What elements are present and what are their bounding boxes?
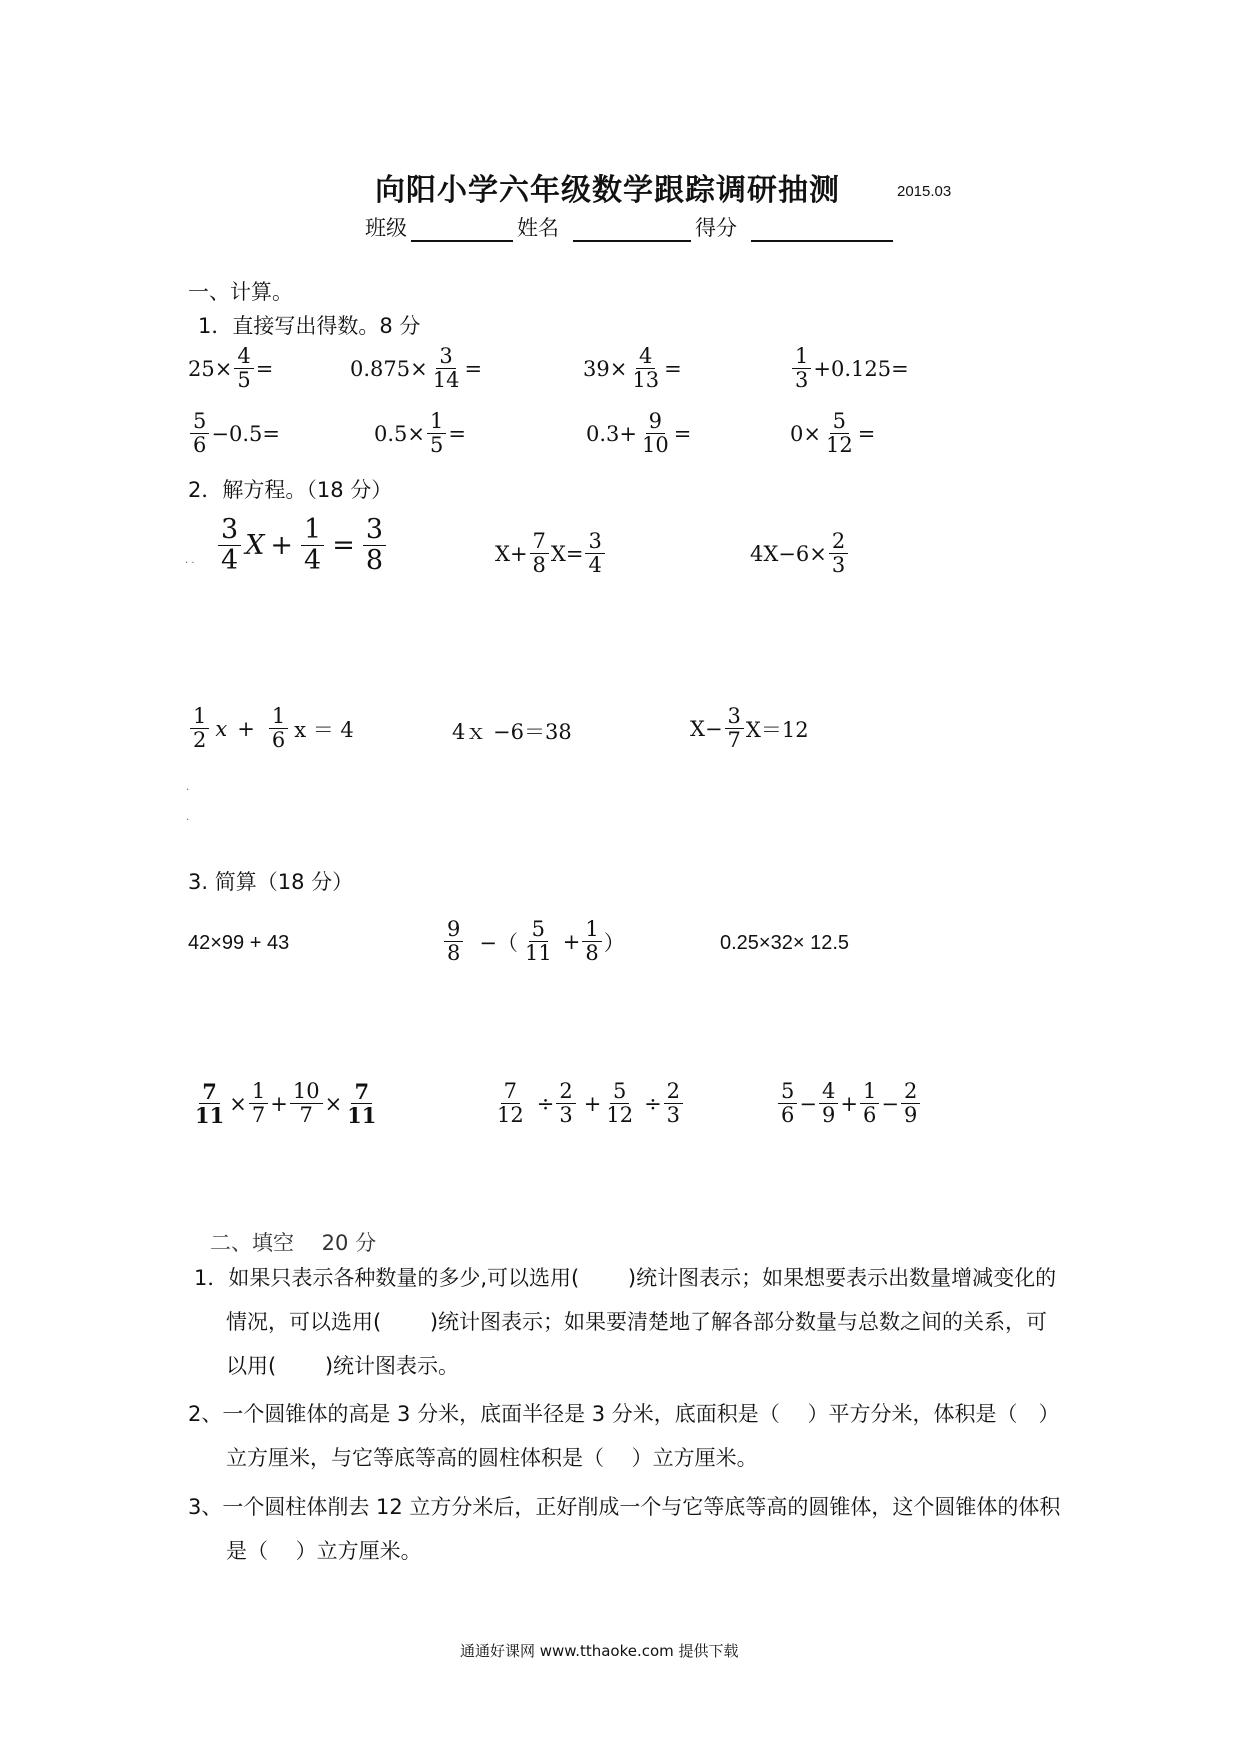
fraction	[290, 1080, 323, 1127]
denominator: 4	[304, 544, 322, 576]
expression-text: +	[237, 716, 255, 741]
denominator: 14	[432, 368, 460, 393]
score-label: 得分	[695, 216, 737, 240]
expression-text: x ＝ 4	[294, 717, 354, 742]
name-blank[interactable]	[573, 218, 691, 242]
expression-text: −	[799, 1091, 817, 1116]
fraction	[363, 515, 386, 575]
fraction	[664, 1080, 683, 1127]
denominator: 8	[585, 941, 599, 966]
expression-text: −0.5=	[211, 421, 280, 446]
fill-question-2: 2、一个圆锥体的高是 3 分米，底面半径是 3 分米，底面积是（ ）平方分米，体积是（ ）立方厘米，与它等底等高的圆柱体积是（ ）立方厘米。	[188, 1402, 1060, 1470]
denominator: 12	[497, 1103, 524, 1128]
q2-equation-3	[750, 530, 850, 577]
numerator: 1	[269, 705, 288, 729]
fraction	[603, 1080, 636, 1127]
expression-text: 39×	[583, 356, 628, 381]
page-title: 向阳小学六年级数学跟踪调研抽测	[375, 173, 840, 208]
numerator: 5	[830, 410, 849, 434]
denominator: 4	[588, 553, 602, 578]
fraction	[430, 345, 463, 392]
numerator: 2	[829, 530, 848, 554]
fraction	[860, 1080, 879, 1127]
numerator: 3	[363, 515, 386, 546]
expression-text: 4ｘ −6＝38	[452, 720, 572, 744]
numerator: 5	[529, 918, 548, 942]
fraction	[530, 530, 549, 577]
numerator: 5	[610, 1080, 629, 1104]
expression-text: 0×	[790, 421, 821, 446]
q2-equation-1	[216, 515, 388, 575]
fraction	[344, 1080, 379, 1127]
denominator: 11	[195, 1103, 225, 1129]
numerator: 1	[860, 1080, 879, 1104]
expression-text: +	[562, 929, 581, 954]
denominator: 3	[559, 1103, 573, 1128]
score-blank[interactable]	[751, 218, 893, 242]
exam-date: 2015.03	[897, 183, 952, 200]
numerator: 3	[218, 515, 241, 546]
q1-row2-expr-b	[374, 410, 466, 457]
numerator: 3	[585, 530, 604, 554]
numerator: 7	[199, 1080, 220, 1104]
q1-row2-expr-a	[188, 410, 280, 457]
q1-row1-expr-a	[188, 345, 273, 392]
expression-text: X	[245, 529, 265, 561]
expression-text: 4X−6×	[750, 541, 827, 566]
numerator: 4	[636, 345, 655, 369]
numerator: 7	[501, 1080, 520, 1104]
numerator: 2	[556, 1080, 575, 1104]
expression-text: +	[840, 1091, 858, 1116]
denominator: 7	[299, 1103, 313, 1128]
denominator: 8	[447, 941, 461, 966]
fraction	[444, 918, 463, 965]
fraction	[494, 1080, 527, 1127]
q1-row2-expr-d	[790, 410, 875, 457]
expression-text: 0.3+	[586, 421, 637, 446]
fraction	[249, 1080, 268, 1127]
expression-text: =	[448, 421, 466, 446]
fraction	[725, 705, 744, 752]
numerator: 9	[444, 918, 463, 942]
numerator: 4	[819, 1080, 838, 1104]
numerator: 1	[301, 515, 324, 546]
denominator: 7	[251, 1103, 266, 1128]
fraction	[522, 918, 555, 965]
denominator: 6	[781, 1103, 795, 1128]
denominator: 12	[825, 433, 853, 458]
q1-row2-expr-c	[586, 410, 691, 457]
denominator: 4	[221, 544, 239, 576]
numerator: 3	[436, 345, 455, 369]
expression-text: 0.5×	[374, 421, 425, 446]
fill-question-1: 1．如果只表示各种数量的多少,可以选用( )统计图表示；如果想要表示出数量增减变化的情况，可以选用( )统计图表示；如果要清楚地了解各部分数量与总数之间的关系，可以用( )统计图表示。	[194, 1266, 1057, 1378]
fraction	[585, 530, 604, 577]
numerator: 2	[901, 1080, 920, 1104]
expression-text: −（	[479, 930, 518, 955]
q2-equation-6	[690, 705, 809, 752]
fraction	[190, 410, 209, 457]
expression-text: −	[881, 1091, 899, 1116]
expression-text: 42×99 + 43	[188, 932, 290, 954]
expression-text: +	[583, 1091, 602, 1116]
numerator: 3	[725, 705, 744, 729]
fraction	[829, 530, 848, 577]
denominator: 11	[524, 941, 552, 966]
name-label: 姓名	[517, 216, 559, 240]
denominator: 8	[532, 553, 546, 578]
q3-expr-4	[190, 1080, 381, 1127]
footer-credit: 通通好课网 www.tthaoke.com 提供下载	[460, 1642, 739, 1660]
denominator: 2	[193, 728, 207, 753]
denominator: 9	[821, 1103, 836, 1128]
fraction	[234, 345, 253, 392]
numerator: 10	[290, 1080, 323, 1104]
q2-equation-5	[452, 716, 572, 746]
denominator: 3	[795, 368, 809, 393]
stray-dot: ·	[186, 785, 190, 796]
expression-text: x	[215, 716, 228, 741]
denominator: 5	[237, 368, 251, 393]
expression-text: X＝12	[745, 717, 809, 742]
numerator: 7	[530, 530, 549, 554]
numerator: 1	[582, 918, 601, 942]
fraction	[269, 705, 288, 752]
fraction	[639, 410, 672, 457]
denominator: 13	[632, 368, 660, 393]
numerator: 1	[792, 345, 811, 369]
numerator: 1	[190, 705, 209, 729]
fraction	[778, 1080, 797, 1127]
stray-dots: · ·	[185, 558, 195, 569]
expression-text: X=	[550, 541, 584, 566]
fraction	[427, 410, 446, 457]
denominator: 6	[862, 1103, 877, 1128]
numerator: 5	[778, 1080, 797, 1104]
fraction	[792, 345, 811, 392]
fraction	[819, 1080, 838, 1127]
denominator: 9	[903, 1103, 918, 1128]
stray-dot: ·	[186, 815, 190, 826]
denominator: 5	[430, 433, 444, 458]
q2-equation-4	[188, 705, 354, 752]
expression-text: =	[255, 356, 274, 381]
q1-row1-expr-c	[583, 345, 682, 392]
fill-question-3: 3、一个圆柱体削去 12 立方分米后，正好削成一个与它等底等高的圆锥体，这个圆锥体的体积是（ ）立方厘米。	[188, 1495, 1061, 1563]
fraction	[192, 1080, 227, 1127]
denominator: 3	[831, 553, 846, 578]
denominator: 6	[193, 433, 207, 458]
denominator: 8	[365, 544, 384, 576]
q2-equation-2	[495, 530, 607, 577]
fraction	[901, 1080, 920, 1127]
expression-text: ×	[324, 1091, 343, 1116]
q2-heading: 2．解方程。（18 分）	[188, 478, 393, 502]
q1-row1-expr-d	[790, 345, 909, 392]
expression-text: ×	[229, 1091, 247, 1116]
expression-text: +0.125=	[813, 356, 909, 381]
section2-heading: 二、填空 20 分	[210, 1231, 377, 1255]
expression-text: 0.875×	[350, 356, 428, 381]
expression-text: =	[332, 529, 355, 561]
expression-text: X+	[495, 541, 528, 566]
q3-expr-3	[720, 932, 849, 955]
numerator: 5	[190, 410, 209, 434]
denominator: 6	[271, 728, 286, 753]
class-blank[interactable]	[411, 218, 513, 242]
numerator: 1	[427, 410, 446, 434]
denominator: 12	[606, 1103, 634, 1128]
expression-text: +	[270, 529, 294, 561]
fraction	[556, 1080, 575, 1127]
numerator: 4	[234, 345, 253, 369]
expression-text: X−	[690, 716, 723, 741]
q1-heading: 1．直接写出得数。8 分	[198, 314, 421, 338]
fraction	[582, 918, 601, 965]
fraction	[823, 410, 856, 457]
fraction	[301, 515, 324, 575]
expression-text: +	[270, 1091, 288, 1116]
denominator: 3	[666, 1103, 681, 1128]
expression-text: ）	[603, 930, 625, 955]
denominator: 10	[642, 433, 669, 458]
numerator: 2	[664, 1080, 683, 1104]
expression-text: ÷	[536, 1091, 555, 1116]
expression-text: =	[664, 356, 682, 381]
denominator: 7	[727, 728, 741, 753]
numerator: 1	[249, 1080, 268, 1104]
q3-expr-6	[776, 1080, 922, 1127]
section1-heading: 一、计算。	[188, 280, 293, 304]
fraction	[629, 345, 662, 392]
expression-text: ÷	[644, 1091, 662, 1116]
expression-text: =	[857, 421, 876, 446]
expression-text: =	[464, 356, 483, 381]
q3-heading: 3. 简算（18 分）	[188, 870, 354, 894]
fraction	[218, 515, 241, 575]
student-info-line	[365, 212, 897, 242]
numerator: 9	[646, 410, 665, 434]
expression-text: 0.25×32× 12.5	[720, 932, 850, 954]
denominator: 11	[347, 1103, 377, 1129]
q3-expr-5	[492, 1080, 685, 1127]
q1-row1-expr-b	[350, 345, 482, 392]
fraction	[190, 705, 209, 752]
q3-expr-2	[442, 918, 625, 965]
class-label: 班级	[365, 216, 407, 240]
expression-text: 25×	[188, 356, 233, 381]
numerator: 7	[351, 1080, 372, 1104]
q3-expr-1	[188, 932, 289, 955]
expression-text: =	[673, 421, 692, 446]
